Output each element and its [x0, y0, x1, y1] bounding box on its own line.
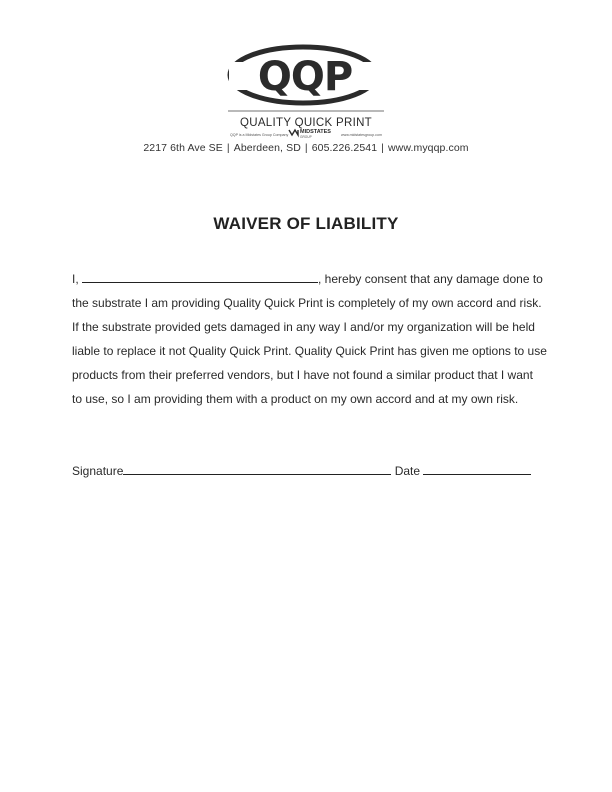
address-website[interactable]: www.myqqp.com [387, 142, 469, 154]
signature-blank-field[interactable] [123, 464, 391, 475]
signature-row [72, 459, 542, 483]
date-blank-field[interactable] [423, 464, 531, 475]
name-blank-field[interactable] [82, 272, 318, 283]
date-label: Date [394, 464, 421, 478]
logo-parent-sub: GROUP [300, 135, 312, 139]
company-logo [225, 44, 387, 140]
address-separator: | [381, 142, 384, 154]
waiver-body [72, 267, 547, 411]
waiver-line-5: products from their preferred vendors, but I have not found a similar product that I want [72, 368, 533, 382]
address-street: 2217 6th Ave SE [143, 142, 223, 154]
address-city: Aberdeen, SD [233, 142, 301, 154]
waiver-line-2: the substrate I am providing Quality Quick Print is completely of my own accord and risk. [72, 296, 542, 310]
address-phone: 605.226.2541 [311, 142, 378, 154]
signature-label: Signature [72, 464, 124, 478]
logo-parent-url: www.midstatesgroup.com [341, 133, 382, 137]
waiver-line-4: liable to replace it not Quality Quick Print. Quality Quick Print has given me options to use [72, 344, 547, 358]
address-separator: | [304, 142, 308, 154]
document-title: WAIVER OF LIABILITY [213, 214, 399, 233]
logo-company-name: QUALITY QUICK PRINT [239, 117, 373, 129]
logo-mark: QQP [257, 54, 353, 100]
waiver-line-1-suffix: , hereby consent that any damage done to [318, 272, 543, 286]
address-line [0, 142, 612, 154]
midstates-icon [289, 130, 298, 135]
waiver-line-3: If the substrate provided gets damaged in any way I and/or my organization will be held [72, 320, 535, 334]
waiver-line-1-prefix: I, [72, 272, 79, 286]
logo-parent-name: MIDSTATES [300, 129, 331, 135]
logo-tagline: QQP is a Midstates Group Company [230, 133, 289, 137]
waiver-line-1 [72, 267, 542, 291]
waiver-line-6: to use, so I am providing them with a product on my own accord and at my own risk. [72, 392, 519, 406]
address-separator: | [226, 142, 230, 154]
